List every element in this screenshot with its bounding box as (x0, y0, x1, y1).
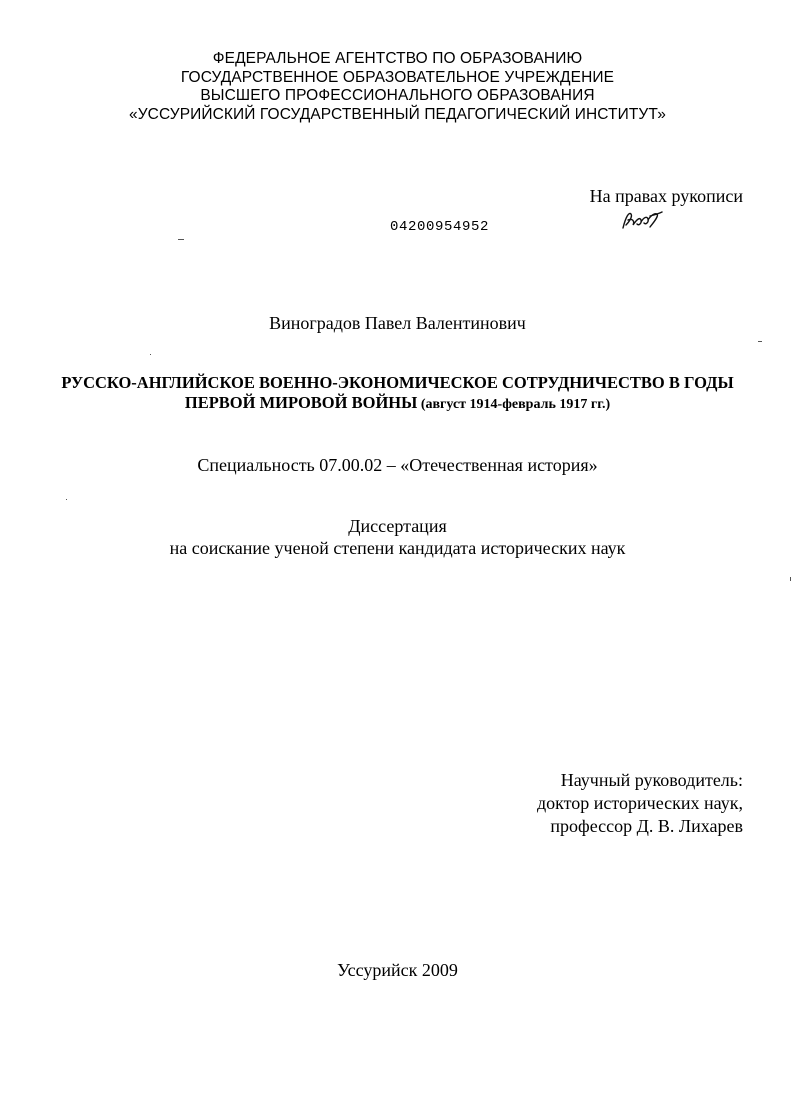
supervisor-degree: доктор исторических наук, (537, 793, 743, 813)
dissertation-title (0, 373, 795, 415)
document-number: 04200954952 (390, 219, 490, 235)
title-line-1: РУССКО-АНГЛИЙСКОЕ ВОЕННО-ЭКОНОМИЧЕСКОЕ СОТРУДНИЧЕСТВО В ГОДЫ (61, 373, 734, 392)
institution-header (0, 50, 795, 124)
city-year: Уссурийск 2009 (337, 960, 458, 980)
scan-speck (66, 499, 67, 500)
supervisor-name: профессор Д. В. Лихарев (550, 816, 743, 836)
scan-speck (790, 577, 791, 581)
degree-description: на соискание ученой степени кандидата исторических наук (169, 538, 626, 558)
header-line-education-level: ВЫСШЕГО ПРОФЕССИОНАЛЬНОГО ОБРАЗОВАНИЯ (200, 87, 595, 104)
title-line-2-main: ПЕРВОЙ МИРОВОЙ ВОЙНЫ (184, 393, 418, 412)
title-line-2 (0, 393, 795, 415)
scan-speck (178, 239, 184, 240)
scan-speck (758, 341, 762, 342)
signature-icon (620, 208, 664, 234)
header-line-institute-name: «УССУРИЙСКИЙ ГОСУДАРСТВЕННЫЙ ПЕДАГОГИЧЕСКИЙ ИНСТИТУТ» (129, 105, 666, 123)
scan-speck (150, 354, 151, 355)
supervisor-label: Научный руководитель: (560, 770, 743, 790)
header-line-institution-type: ГОСУДАРСТВЕННОЕ ОБРАЗОВАТЕЛЬНОЕ УЧРЕЖДЕНИЕ (180, 68, 615, 86)
dissertation-type (0, 515, 795, 559)
supervisor-block (537, 769, 743, 838)
author-name: Виноградов Павел Валентинович (269, 313, 526, 333)
header-line-agency: ФЕДЕРАЛЬНОЕ АГЕНТСТВО ПО ОБРАЗОВАНИЮ (212, 50, 583, 67)
manuscript-note: На правах рукописи (589, 186, 743, 206)
title-line-2-dates: (август 1914-февраль 1917 гг.) (417, 397, 611, 412)
dissertation-label: Диссертация (348, 516, 447, 536)
specialty: Специальность 07.00.02 – «Отечественная история» (197, 455, 598, 475)
